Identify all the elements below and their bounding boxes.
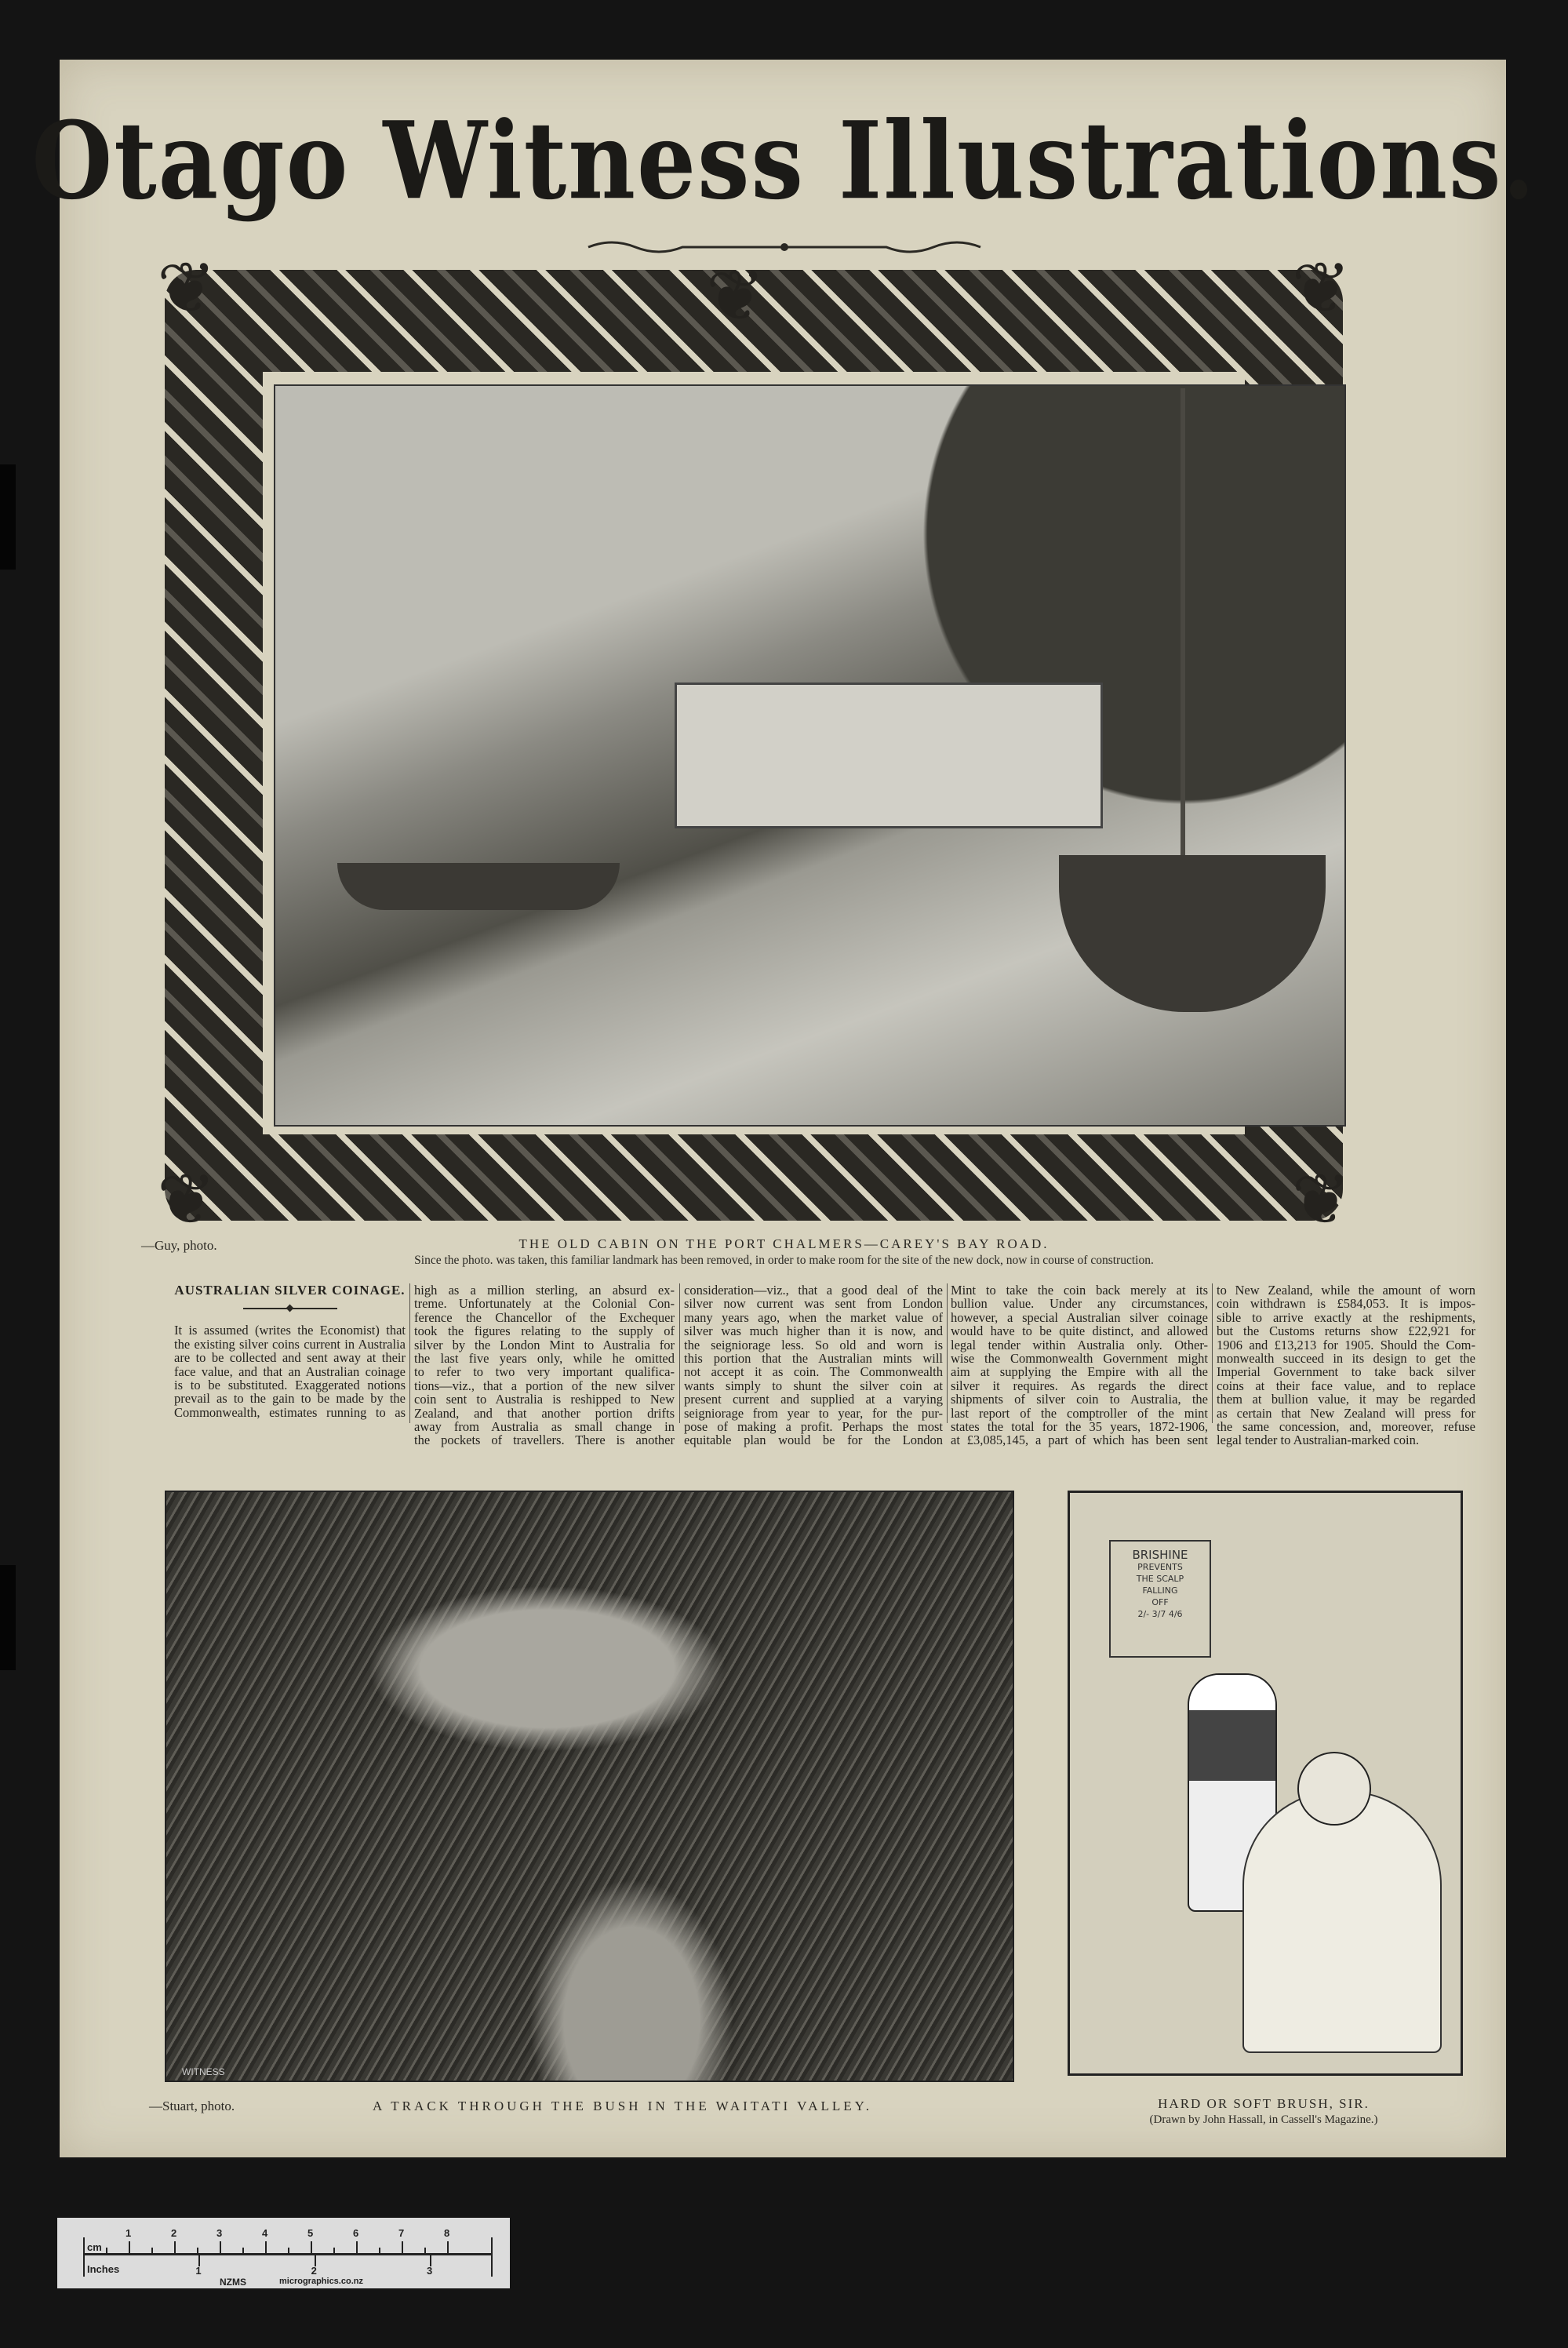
article-line: away from Australia as small change in	[414, 1419, 675, 1435]
article-line: 1906 and £13,213 for 1905. Should the Com-	[1217, 1337, 1475, 1352]
heading-divider	[243, 1308, 337, 1309]
inches-label: Inches	[87, 2263, 120, 2275]
cm-tick-label: 5	[307, 2227, 314, 2239]
article-line: coin sent to Australia is reshipped to New	[414, 1392, 675, 1407]
cm-tick-label: 6	[353, 2227, 359, 2239]
column-rule	[679, 1283, 680, 1423]
scan-tab	[0, 464, 16, 570]
cm-tick	[129, 2241, 130, 2254]
article-line: bullion value. Under any circumstances,	[951, 1296, 1208, 1312]
inch-tick-label: 2	[311, 2265, 317, 2277]
cm-label: cm	[87, 2241, 102, 2253]
article-line: consideration—viz., that a good deal of the	[684, 1283, 943, 1298]
sign-text-line: THE SCALP	[1136, 1574, 1184, 1584]
top-photo-credit: —Guy, photo.	[141, 1238, 217, 1253]
ivy-leaf-icon: ❦	[1291, 1162, 1351, 1240]
article-line: coins at their face value, and to replace	[1217, 1378, 1475, 1393]
cartoon-customer	[1242, 1791, 1442, 2053]
article-line: prevail as to the gain to be made by the	[174, 1391, 406, 1407]
photo-mast-shape	[1181, 388, 1185, 867]
article-line: at £3,085,145, a part of which has been sent	[951, 1432, 1208, 1448]
cm-tick-label: 1	[126, 2227, 132, 2239]
cm-tick	[447, 2241, 449, 2254]
column-rule	[947, 1283, 948, 1423]
photo-dinghy-shape	[337, 863, 620, 910]
article-line: but the Customs returns show £22,921 for	[1217, 1323, 1475, 1339]
article-line: silver was much higher than it is now, and	[684, 1323, 943, 1339]
photo-watermark: WITNESS	[182, 2066, 225, 2077]
article-line: legal tender within Australia only. Other-	[951, 1337, 1208, 1352]
ruler-site: micrographics.co.nz	[279, 2277, 363, 2286]
cm-tick	[311, 2241, 312, 2254]
article-line: many years ago, when the market value of	[684, 1309, 943, 1325]
article-line: states the total for the 35 years, 1872-1906,	[951, 1419, 1208, 1435]
article-line: is to be substituted. Exaggerated notions	[174, 1378, 406, 1393]
article-line: the last five years only, while he omitted	[414, 1351, 675, 1367]
sign-text-line: FALLING	[1142, 1585, 1178, 1596]
ivy-leaf-icon: ❦	[1291, 250, 1351, 328]
cm-tick	[174, 2241, 176, 2254]
article-line: as certain that New Zealand will press for	[1217, 1405, 1475, 1421]
cartoon-illustration	[1068, 1491, 1463, 2076]
article-line: them at bullion value, it may be regarded	[1217, 1392, 1475, 1407]
article-line: last report of the comptroller of the mint	[951, 1405, 1208, 1421]
half-cm-tick	[379, 2248, 380, 2254]
article-line: however, a special Australian silver coinage	[951, 1309, 1208, 1325]
ivy-leaf-icon: ❦	[706, 258, 766, 336]
article-line: would have to be quite distinct, and allowed	[951, 1323, 1208, 1339]
article-line: the same concession, and, moreover, refuse	[1217, 1419, 1475, 1435]
article-line: ference the Chancellor of the Exchequer	[414, 1309, 675, 1325]
article-line: silver by the London Mint to Australia for	[414, 1337, 675, 1352]
cm-tick-label: 3	[216, 2227, 223, 2239]
article-line: tions—viz., that a portion of the new silver	[414, 1378, 675, 1393]
half-cm-tick	[242, 2248, 244, 2254]
article-line: sible to arrive exactly at the reshipments,	[1217, 1309, 1475, 1325]
cm-tick-label: 2	[171, 2227, 177, 2239]
scan-tab	[0, 1565, 16, 1670]
cm-tick	[220, 2241, 221, 2254]
cartoon-sign	[1109, 1540, 1211, 1658]
sign-text-line: OFF	[1151, 1597, 1169, 1607]
article-line: are to be collected and sent away at their	[174, 1350, 406, 1366]
article-line: wants simply to shunt the silver coin at	[684, 1378, 943, 1393]
ruler-brand: NZMS	[220, 2277, 246, 2288]
article-line: pose of making a profit. Perhaps the most	[684, 1419, 943, 1435]
ruler-end-tick	[491, 2237, 493, 2277]
sign-text-line: PREVENTS	[1137, 1562, 1183, 1572]
article-line: seigniorage from year to year, for the pur-	[684, 1405, 943, 1421]
article-line: shipments of silver coin to Australia, the	[951, 1392, 1208, 1407]
half-cm-tick	[333, 2248, 335, 2254]
article-line: to New Zealand, while the amount of worn	[1217, 1283, 1475, 1298]
article-line: the seigniorage less. So old and worn is	[684, 1337, 943, 1352]
article-line: aim at supplying the Empire with all the	[951, 1364, 1208, 1380]
masthead-title: Otago Witness Illustrations.	[31, 97, 1537, 224]
cm-tick	[402, 2241, 403, 2254]
article-line: Zealand, and that another portion drifts	[414, 1405, 675, 1421]
article-line: wise the Commonwealth Government might	[951, 1351, 1208, 1367]
ivy-leaf-icon: ❦	[157, 250, 216, 328]
article-line: to refer to two very important qualifica-	[414, 1364, 675, 1380]
cm-tick-label: 4	[262, 2227, 268, 2239]
cartoon-title: HARD OR SOFT BRUSH, SIR.	[1158, 2096, 1370, 2111]
cm-tick-label: 8	[444, 2227, 450, 2239]
cartoon-bald-head	[1297, 1752, 1371, 1826]
half-cm-tick	[151, 2248, 153, 2254]
half-cm-tick	[106, 2248, 107, 2254]
article-line: face value, and that an Australian coinage	[174, 1363, 406, 1379]
cm-tick	[356, 2241, 358, 2254]
article-column	[1217, 1283, 1475, 1447]
scale-ruler	[57, 2218, 510, 2288]
article-column	[414, 1283, 675, 1447]
article-line: present current and supplied at a varying	[684, 1392, 943, 1407]
inch-tick-label: 1	[195, 2265, 202, 2277]
article-line: the existing silver coins current in Australia	[174, 1336, 406, 1352]
article-line: this portion that the Australian mints will	[684, 1351, 943, 1367]
article-line: Imperial Government to take back silver	[1217, 1364, 1475, 1380]
bottom-photo-credit: —Stuart, photo.	[149, 2099, 235, 2113]
article-line: equitable plan would be for the London	[684, 1432, 943, 1448]
top-photo-title: THE OLD CABIN ON THE PORT CHALMERS—CAREY'S BAY ROAD.	[518, 1236, 1050, 1251]
article-line: took the figures relating to the supply of	[414, 1323, 675, 1339]
ruler-end-tick	[83, 2237, 85, 2277]
half-cm-tick	[197, 2248, 198, 2254]
photo-cabin-shape	[675, 683, 1103, 828]
article-line: Commonwealth, estimates running to as	[174, 1404, 406, 1420]
column-rule	[1212, 1283, 1213, 1423]
article-line: Mint to take the coin back merely at its	[951, 1283, 1208, 1298]
article-line: treme. Unfortunately at the Colonial Con-	[414, 1296, 675, 1312]
cm-tick-label: 7	[398, 2227, 405, 2239]
article-heading: AUSTRALIAN SILVER COINAGE.	[174, 1283, 406, 1298]
column-rule	[409, 1283, 410, 1423]
sign-text-line: BRISHINE	[1132, 1548, 1188, 1562]
sign-text-line: 2/- 3/7 4/6	[1137, 1609, 1183, 1619]
article-line: It is assumed (writes the Economist) that	[174, 1323, 406, 1338]
bottom-photo-title: A TRACK THROUGH THE BUSH IN THE WAITATI VALLEY.	[373, 2099, 873, 2113]
cartoon-credit: (Drawn by John Hassall, in Cassell's Magazine.)	[1149, 2113, 1378, 2126]
article-column	[684, 1283, 943, 1447]
article-line: silver it requires. As regards the direct	[951, 1378, 1208, 1393]
half-cm-tick	[424, 2248, 426, 2254]
article-line: silver now current was sent from London	[684, 1296, 943, 1312]
photo-bush-track	[165, 1491, 1014, 2082]
article-line: coin withdrawn is £584,053. It is impos-	[1217, 1296, 1475, 1312]
article-line: legal tender to Australian-marked coin.	[1217, 1432, 1419, 1448]
top-photo-subtitle: Since the photo. was taken, this familiar landmark has been removed, in order to make room for the site of the new dock, now in course of construction.	[414, 1254, 1154, 1267]
article-column	[174, 1283, 406, 1419]
half-cm-tick	[288, 2248, 289, 2254]
cm-tick	[265, 2241, 267, 2254]
article-line: high as a million sterling, an absurd ex-	[414, 1283, 675, 1298]
inch-tick-label: 3	[426, 2265, 433, 2277]
ornament-divider	[580, 238, 988, 257]
ivy-leaf-icon: ❦	[157, 1162, 216, 1240]
article-column	[951, 1283, 1208, 1447]
article-line: not accept it as coin. The Commonwealth	[684, 1364, 943, 1380]
article-line: the pockets of travellers. There is another	[414, 1432, 675, 1448]
article-line: monwealth succeed in its design to get the	[1217, 1351, 1475, 1367]
